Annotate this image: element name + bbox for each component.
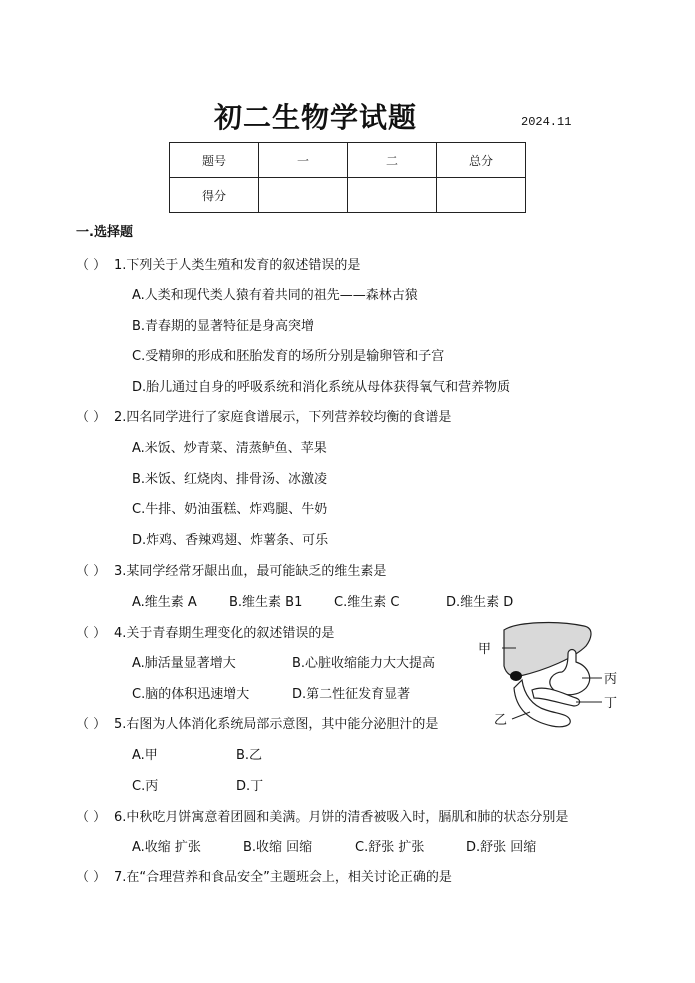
score-input-cell[interactable] [348,178,437,213]
option: D.舒张 回缩 [466,840,537,855]
question-stem: 6.中秋吃月饼寓意着团圆和美满。月饼的清香被吸入时，膈肌和肺的状态分别是 [114,810,569,825]
score-input-cell[interactable] [259,178,348,213]
question-3 [76,560,386,579]
score-table [169,142,526,213]
score-header-cell: 二 [348,143,437,178]
score-input-cell[interactable] [437,178,526,213]
section-title: 一.选择题 [76,225,133,240]
option: A.甲 [132,748,158,763]
digestive-system-figure [476,616,628,734]
answer-blank[interactable]: （ ） [76,564,107,579]
answer-blank[interactable]: （ ） [76,810,107,825]
score-header-cell: 一 [259,143,348,178]
option: C.丙 [132,779,159,794]
question-stem: 5.右图为人体消化系统局部示意图，其中能分泌胆汁的是 [114,717,439,732]
answer-blank[interactable]: （ ） [76,410,107,425]
score-table-header-row [170,143,526,178]
question-1 [76,254,360,273]
option: A.维生素 A [132,595,197,610]
option: A.收缩 扩张 [132,840,201,855]
question-stem: 4.关于青春期生理变化的叙述错误的是 [114,626,335,641]
question-stem: 3.某同学经常牙龈出血，最可能缺乏的维生素是 [114,564,387,579]
option: C.维生素 C [334,595,400,610]
option: D.炸鸡、香辣鸡翅、炸薯条、可乐 [132,533,329,548]
answer-blank[interactable]: （ ） [76,626,107,641]
option: B.维生素 B1 [229,595,303,610]
option: D.第二性征发育显著 [292,687,411,702]
score-header-cell: 总分 [437,143,526,178]
question-7 [76,866,452,885]
gallbladder-shape [510,671,522,681]
option: C.牛排、奶油蛋糕、炸鸡腿、牛奶 [132,502,328,517]
figure-label-bing: 丙 [604,672,618,687]
option: B.米饭、红烧肉、排骨汤、冰激凌 [132,472,328,487]
answer-blank[interactable]: （ ） [76,870,107,885]
option: A.人类和现代类人猿有着共同的祖先——森林古猿 [132,288,418,303]
option: D.胎儿通过自身的呼吸系统和消化系统从母体获得氧气和营养物质 [132,380,511,395]
score-table-score-row [170,178,526,213]
option: B.心脏收缩能力大大提高 [292,656,436,671]
question-5 [76,713,438,732]
option: A.肺活量显著增大 [132,656,236,671]
option: A.米饭、炒青菜、清蒸鲈鱼、苹果 [132,441,327,456]
answer-blank[interactable]: （ ） [76,717,107,732]
option: C.脑的体积迅速增大 [132,687,250,702]
question-6 [76,806,568,825]
figure-label-jia: 甲 [478,642,492,657]
question-2 [76,406,451,425]
question-stem: 2.四名同学进行了家庭食谱展示，下列营养较均衡的食谱是 [114,410,452,425]
figure-label-ding: 丁 [604,696,618,711]
question-stem: 1.下列关于人类生殖和发育的叙述错误的是 [114,258,361,273]
option: B.收缩 回缩 [243,840,313,855]
score-row-label: 得分 [170,178,259,213]
option: D.丁 [236,779,264,794]
option: B.青春期的显著特征是身高突增 [132,319,315,334]
option: C.舒张 扩张 [355,840,425,855]
answer-blank[interactable]: （ ） [76,258,107,273]
question-stem: 7.在“合理营养和食品安全”主题班会上，相关讨论正确的是 [114,870,452,885]
question-4 [76,622,334,641]
option: B.乙 [236,748,263,763]
page-title: 初二生物学试题 [214,101,418,134]
option: C.受精卵的形成和胚胎发育的场所分别是输卵管和子宫 [132,349,445,364]
option: D.维生素 D [446,595,514,610]
score-header-cell: 题号 [170,143,259,178]
figure-label-yi: 乙 [494,713,508,728]
exam-date: 2024.11 [521,115,572,129]
